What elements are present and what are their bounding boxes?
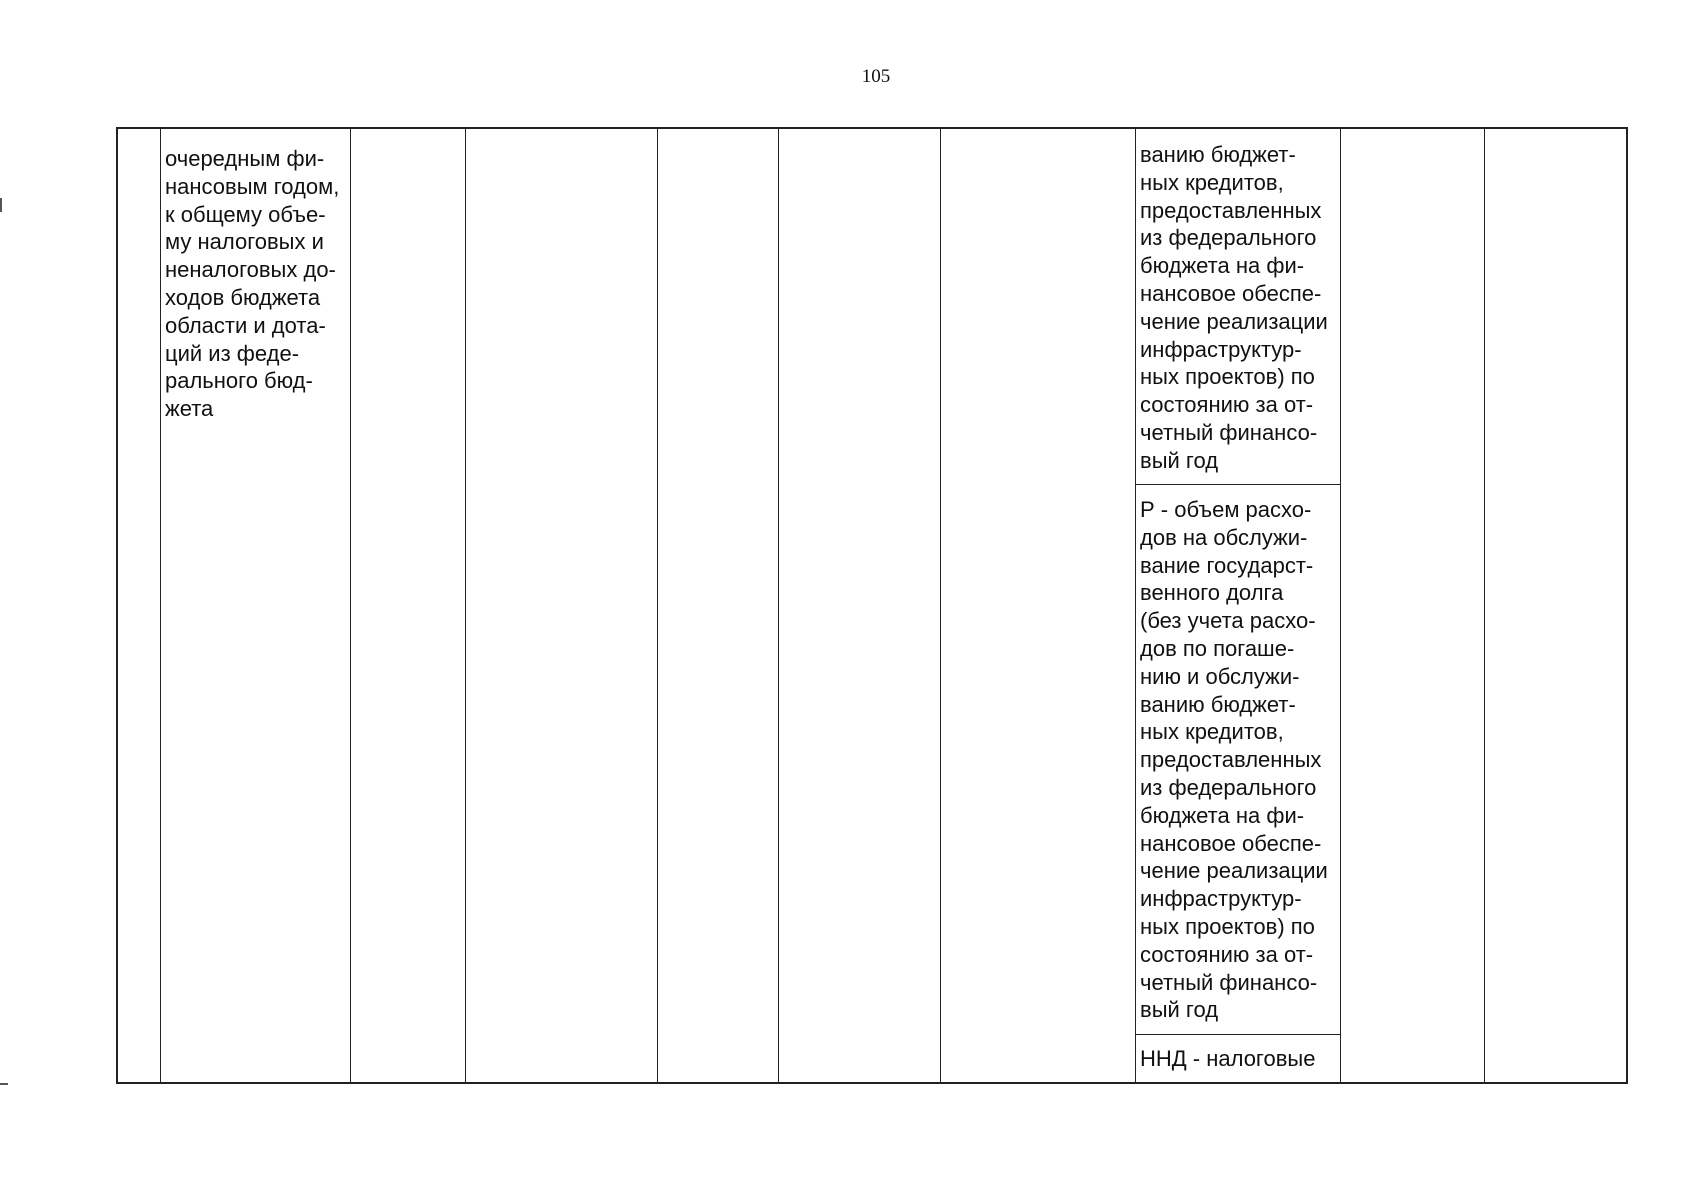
column-divider [160, 129, 161, 1082]
cell-divider [1135, 1034, 1340, 1035]
indicator-description: очередным фи- нансовым годом, к общему объе- му налоговых и неналоговых до- ходов бюджета области и дота- ций из феде- рального бюд- жета [165, 146, 340, 422]
formula-variable-nnd: ННД - налоговые [1140, 1046, 1316, 1071]
margin-mark-bottom [0, 1083, 8, 1085]
column-divider [657, 129, 658, 1082]
table [116, 127, 1628, 1084]
cell-divider [1135, 484, 1340, 485]
margin-mark-top [0, 198, 2, 212]
formula-variable-p: Р - объем расхо- дов на обслужи- вание государст- венного долга (без учета расхо- дов по погаше- нию и обслужи- ванию бюджет- ных кредитов, предоставленных из федерального бюджета на фи- нансовое обеспе- чение реализации инфраструктур- ных проектов) по состоянию за от- четный финансо- вый год [1140, 497, 1328, 1023]
column-divider [350, 129, 351, 1082]
column-divider [1135, 129, 1136, 1082]
column-divider [1340, 129, 1341, 1082]
column-divider [778, 129, 779, 1082]
column-divider [940, 129, 941, 1082]
column-divider [1484, 129, 1485, 1082]
column-divider [465, 129, 466, 1082]
formula-variable-description: ванию бюджет- ных кредитов, предоставленных из федерального бюджета на фи- нансовое обеспе- чение реализации инфраструктур- ных проектов) по состоянию за от- четный финансо- вый год [1140, 142, 1328, 473]
page-number: 105 [861, 66, 891, 87]
